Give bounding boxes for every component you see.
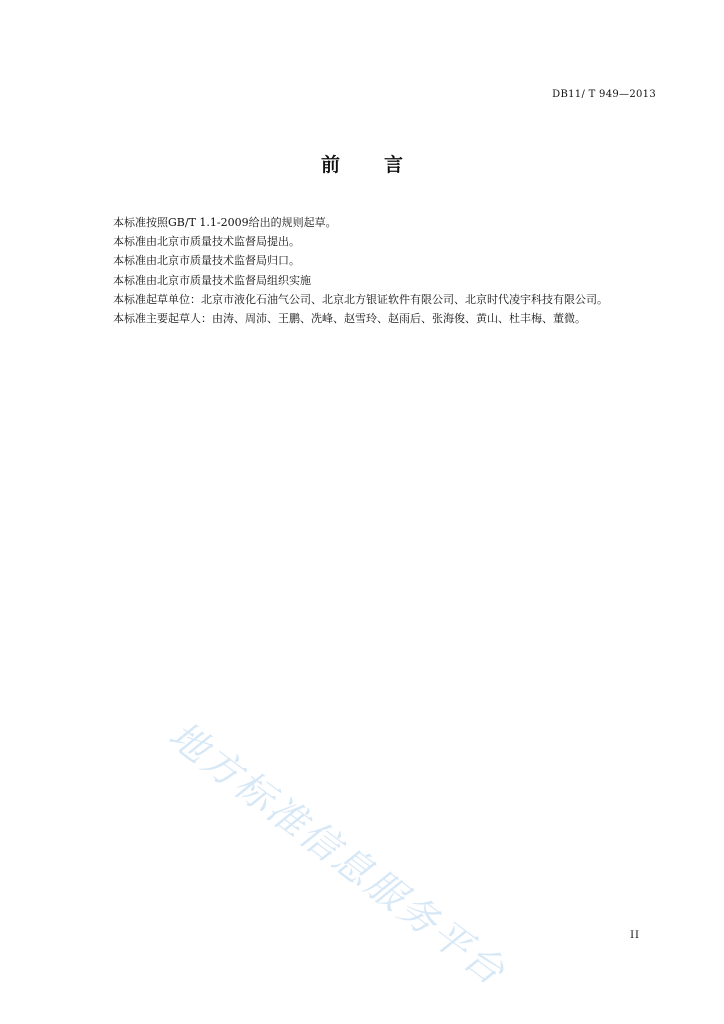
paragraph-proposer: 本标准由北京市质量技术监督局提出。 [113, 235, 300, 249]
paragraph-drafters: 本标准主要起草人：由涛、周沛、王鹏、冼峰、赵雪玲、赵雨后、张海俊、黄山、杜丰梅、董微。 [113, 312, 586, 326]
page-title: 前言 [320, 154, 447, 176]
foreword-body [88, 213, 658, 328]
page-number: II [630, 930, 640, 941]
paragraph-drafting-rules: 本标准按照GB/T 1.1-2009给出的规则起草。 [113, 216, 337, 229]
paragraph-drafting-units: 本标准起草单位：北京市液化石油气公司、北京北方银证软件有限公司、北京时代凌宇科技有限公司。 [113, 292, 608, 306]
watermark: 地方标准信息服务平台 [160, 712, 515, 995]
standard-code: DB11/ T 949—2013 [552, 89, 656, 100]
paragraph-implementer: 本标准由北京市质量技术监督局组织实施 [113, 273, 311, 287]
paragraph-administrator: 本标准由北京市质量技术监督局归口。 [113, 254, 300, 268]
